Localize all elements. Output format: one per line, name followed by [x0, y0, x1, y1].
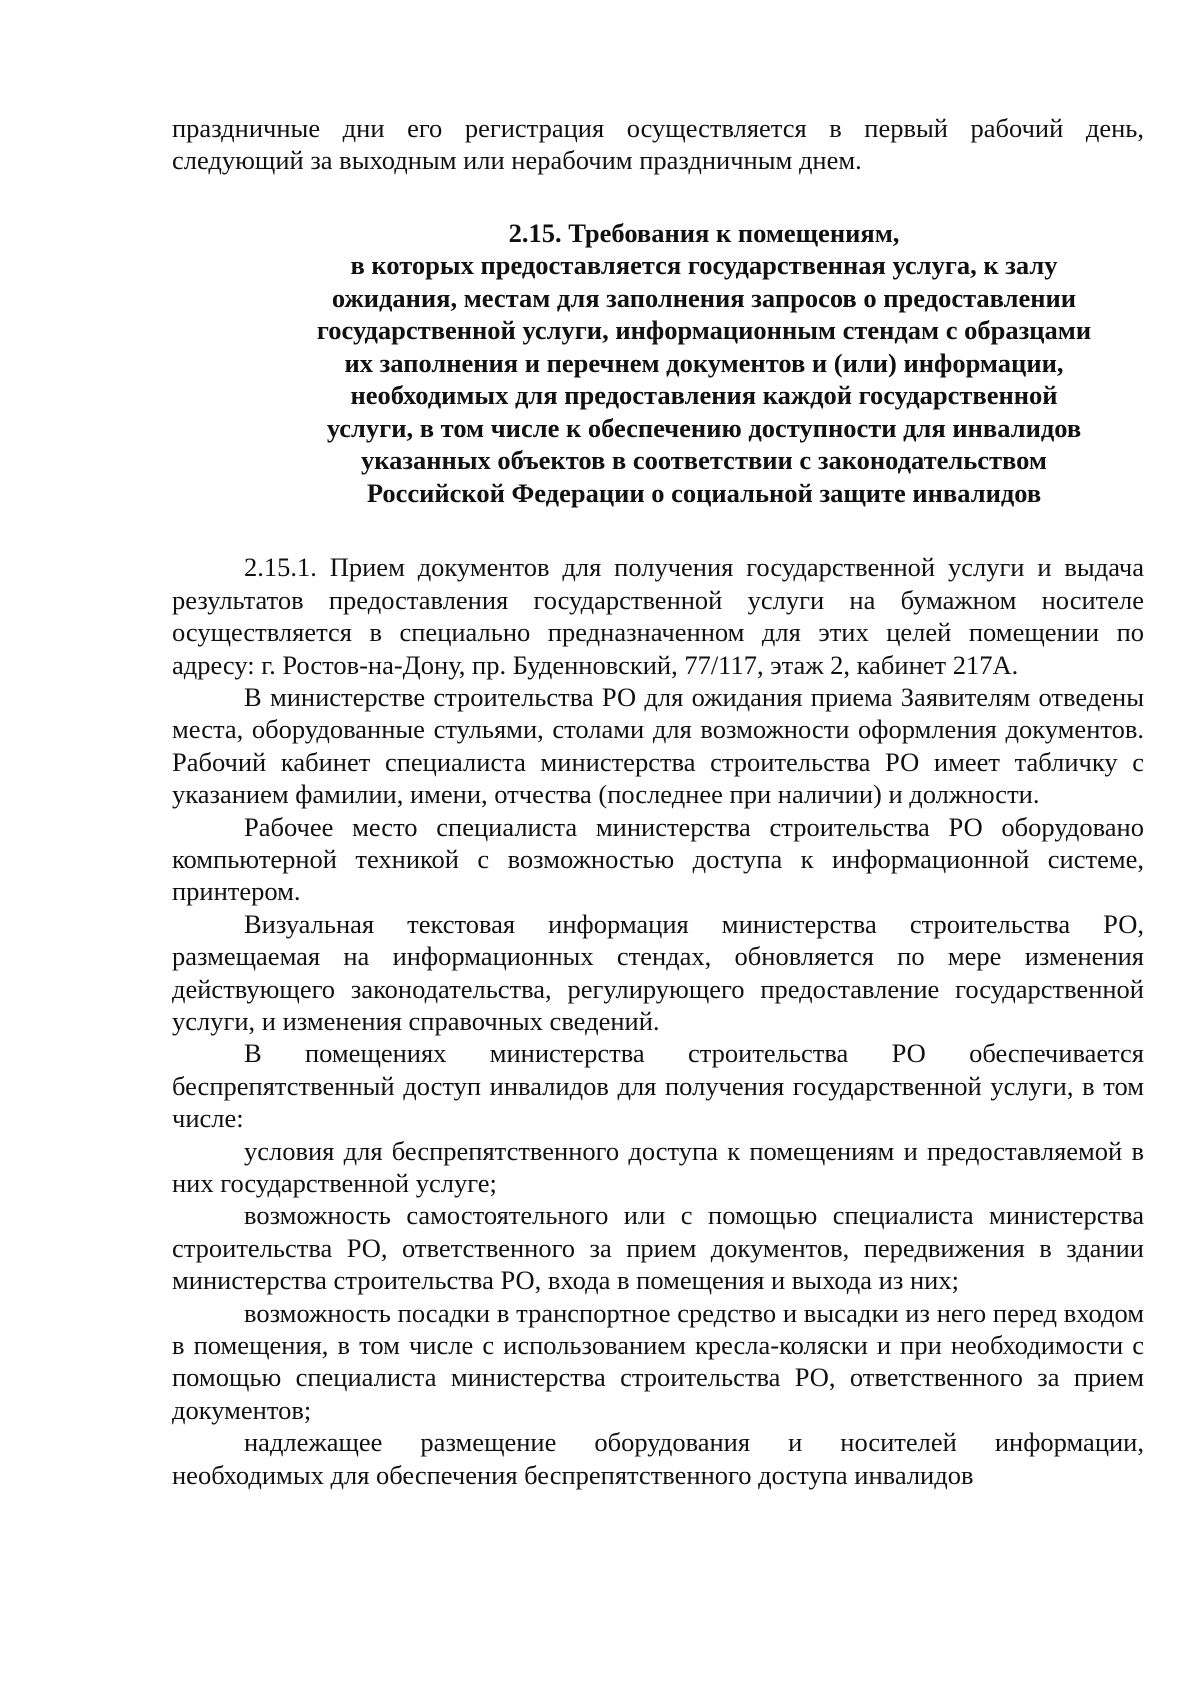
body-paragraph: В помещениях министерства строительства РО обеспечивается беспрепятственный доступ инвалидов для получения государственной услуги, в том числе: — [172, 1038, 1144, 1134]
heading-line: ожидания, местам для заполнения запросов о предоставлении — [331, 282, 1077, 313]
body-paragraph: В министерстве строительства РО для ожидания приема Заявителям отведены места, оборудованные стульями, столами для возможности оформления документов. Рабочий кабинет специалиста министерства строительства РО имеет табличку с указанием фамилии, имени, отчества (последнее при наличии) и должности. — [172, 681, 1144, 810]
heading-line: их заполнения и перечнем документов и (или) информации, — [344, 347, 1064, 378]
heading-line: необходимых для предоставления каждой государственной — [350, 380, 1058, 411]
intro-paragraph: праздничные дни его регистрация осуществляется в первый рабочий день, следующий за выходным или нерабочим праздничным днем. — [172, 113, 1144, 176]
section-body — [172, 551, 1144, 1491]
body-paragraph: условия для беспрепятственного доступа к помещениям и предоставляемой в них государственной услуге; — [172, 1135, 1144, 1199]
body-paragraph: возможность посадки в транспортное средство и высадки из него перед входом в помещения, в том числе с использованием кресла-коляски и при необходимости с помощью специалиста министерства строительства РО, ответственного за прием документов; — [172, 1297, 1144, 1425]
body-paragraph: 2.15.1. Прием документов для получения государственной услуги и выдача результатов предоставления государственной услуги на бумажном носителе осуществляется в специально предназначенном для этих целей помещении по адресу: г. Ростов-на-Дону, пр. Буденновский, 77/117, этаж 2, кабинет 217А. — [172, 552, 1144, 680]
heading-line: государственной услуги, информационным стендам с образцами — [316, 315, 1092, 346]
body-paragraph: надлежащее размещение оборудования и носителей информации, необходимых для обеспечения беспрепятственного доступа инвалидов — [172, 1427, 1144, 1490]
section-heading — [172, 217, 1144, 510]
heading-line: в которых предоставляется государственная услуга, к залу — [350, 250, 1058, 281]
body-paragraph: Визуальная текстовая информация министерства строительства РО, размещаемая на информационных стендах, обновляется по мере изменения действующего законодательства, регулирующего предоставление государственной услуги, и изменения справочных сведений. — [172, 908, 1144, 1036]
document-page — [172, 112, 1144, 1491]
body-paragraph: возможность самостоятельного или с помощью специалиста министерства строительства РО, ответственного за прием документов, передвижения в здании министерства строительства РО, входа в помещения и выхода из них; — [172, 1200, 1144, 1296]
heading-line: 2.15. Требования к помещениям, — [508, 217, 900, 248]
heading-line: указанных объектов в соответствии с законодательством — [361, 445, 1047, 476]
heading-line: Российской Федерации о социальной защите инвалидов — [366, 477, 1042, 508]
body-paragraph: Рабочее место специалиста министерства строительства РО оборудовано компьютерной техникой с возможностью доступа к информационной системе, принтером. — [172, 811, 1144, 907]
heading-line: услуги, в том числе к обеспечению доступности для инвалидов — [326, 412, 1082, 443]
